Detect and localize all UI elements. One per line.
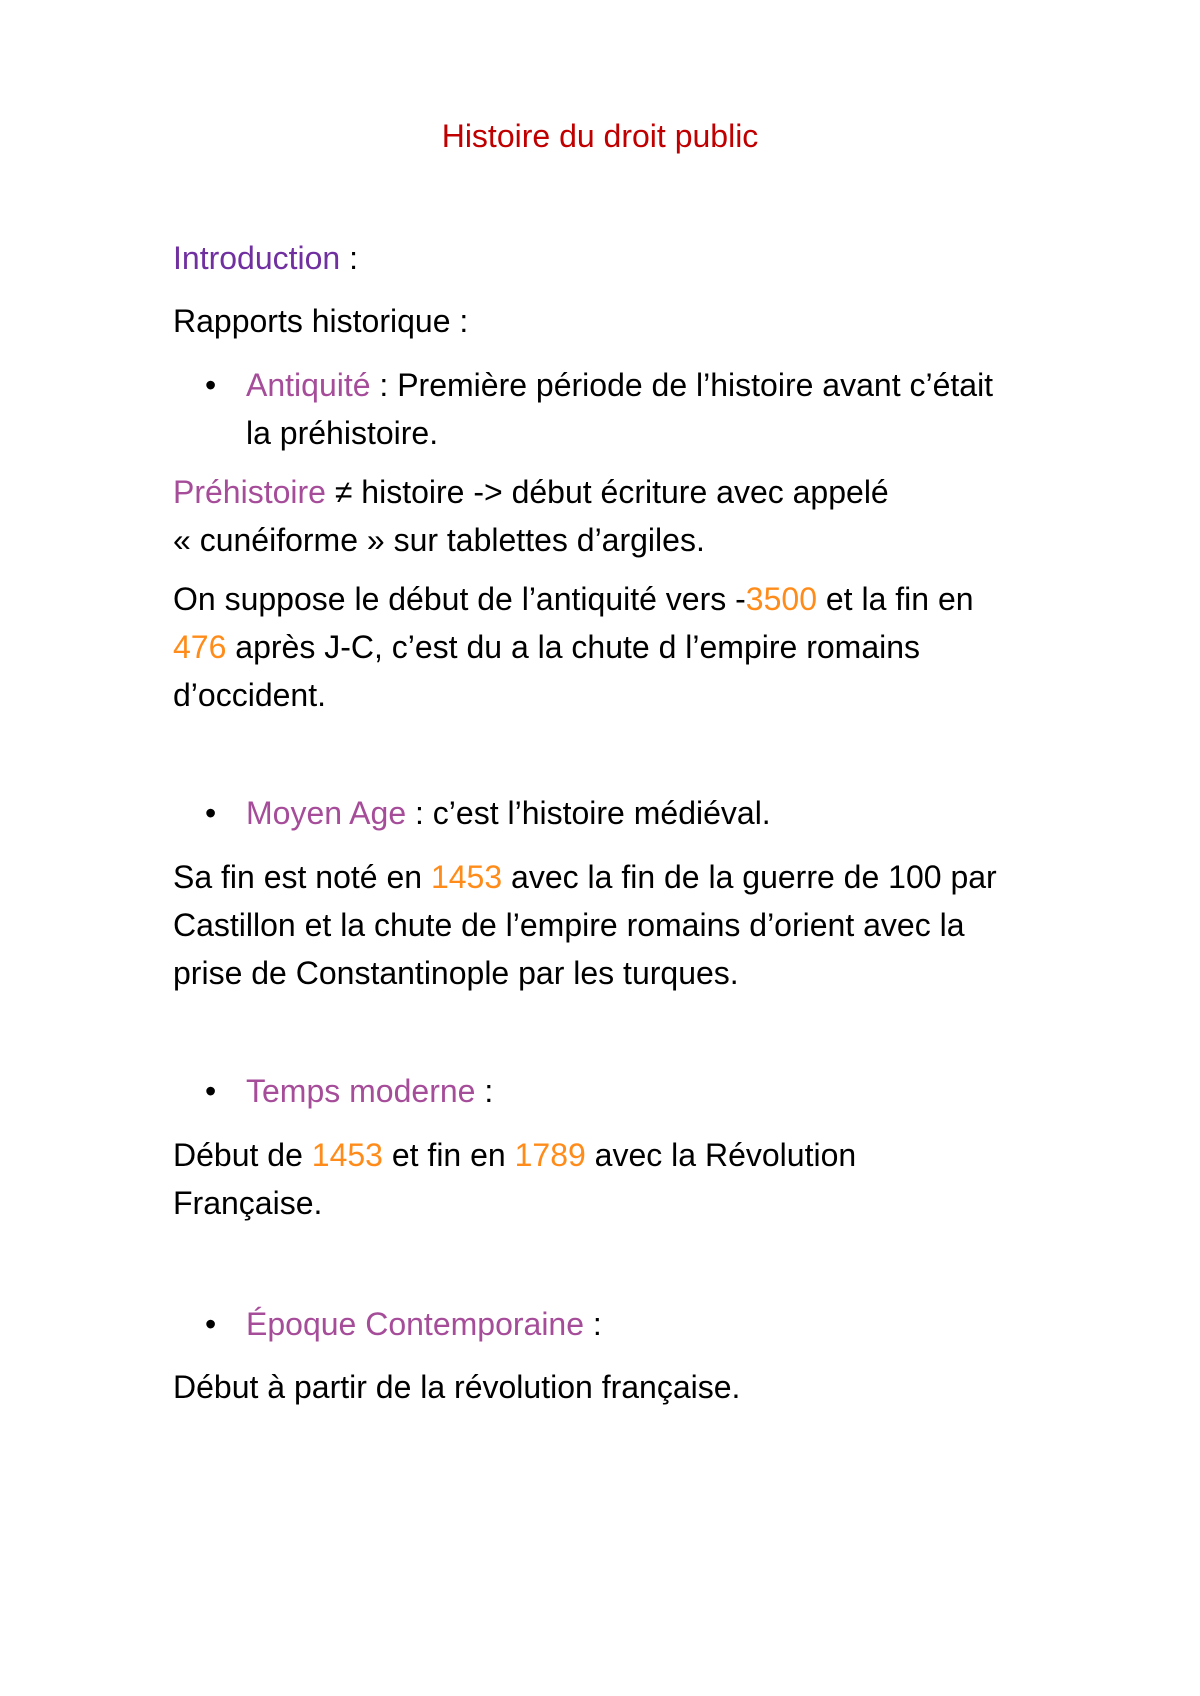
bullet-dot-icon: •	[205, 1306, 217, 1342]
text-segment: et fin en	[382, 1137, 515, 1173]
text-segment: Sa fin est noté en	[173, 859, 431, 895]
prehistoire-text-cont: « cunéiforme » sur tablettes d’argiles.	[173, 522, 705, 558]
text-segment: avec la fin de la guerre de 100 par	[502, 859, 997, 895]
text-segment: Début de	[173, 1137, 312, 1173]
date-number: 1453	[311, 1137, 383, 1173]
text-segment: On suppose le début de l’antiquité vers -	[173, 581, 746, 617]
rapports-heading: Rapports historique :	[173, 303, 469, 339]
temps-moderne-term: Temps moderne	[246, 1073, 476, 1109]
prehistoire-text: ≠ histoire -> début écriture avec appelé	[325, 474, 889, 510]
date-number: 1789	[514, 1137, 586, 1173]
introduction-label: Introduction	[173, 240, 341, 276]
epoque-contemporaine-colon: :	[584, 1306, 602, 1342]
epoque-contemporaine-term: Époque Contemporaine	[246, 1306, 585, 1342]
bullet-dot-icon: •	[205, 795, 217, 831]
antiquite-definition: : Première période de l’histoire avant c’était	[370, 367, 994, 403]
date-number: 3500	[745, 581, 817, 617]
bullet-antiquite	[205, 361, 1105, 457]
introduction-colon: :	[340, 240, 358, 276]
bullet-epoque-contemporaine	[205, 1300, 1105, 1348]
temps-moderne-colon: :	[475, 1073, 494, 1109]
text-segment: prise de Constantinople par les turques.	[173, 955, 739, 991]
date-number: 1453	[430, 859, 503, 895]
debut-antiquite-paragraph	[173, 575, 1133, 719]
text-segment: après J-C, c’est du a la chute d l’empire romains	[226, 629, 921, 665]
bullet-dot-icon: •	[205, 1073, 217, 1109]
antiquite-definition-cont: la préhistoire.	[246, 415, 439, 451]
prehistoire-paragraph	[173, 468, 1133, 564]
text-segment: Castillon et la chute de l’empire romains d’orient avec la	[173, 907, 965, 943]
text-segment: Française.	[173, 1185, 323, 1221]
bullet-dot-icon: •	[205, 367, 217, 403]
moyen-age-term: Moyen Age	[246, 795, 407, 831]
bullet-moyen-age	[205, 789, 1105, 837]
bullet-temps-moderne	[205, 1067, 1105, 1115]
fin-moyen-age-paragraph	[173, 853, 1133, 997]
antiquite-term: Antiquité	[246, 367, 371, 403]
debut-temps-moderne-paragraph	[173, 1131, 1133, 1227]
date-number: 476	[173, 629, 227, 665]
prehistoire-term: Préhistoire	[173, 474, 326, 510]
text-segment: avec la Révolution	[585, 1137, 857, 1173]
debut-contemporaine-paragraph: Début à partir de la révolution française.	[173, 1369, 741, 1405]
moyen-age-definition: : c’est l’histoire médiéval.	[406, 795, 771, 831]
introduction-heading	[173, 234, 1133, 282]
text-segment: d’occident.	[173, 677, 326, 713]
text-segment: et la fin en	[816, 581, 974, 617]
document-title: Histoire du droit public	[441, 118, 759, 154]
